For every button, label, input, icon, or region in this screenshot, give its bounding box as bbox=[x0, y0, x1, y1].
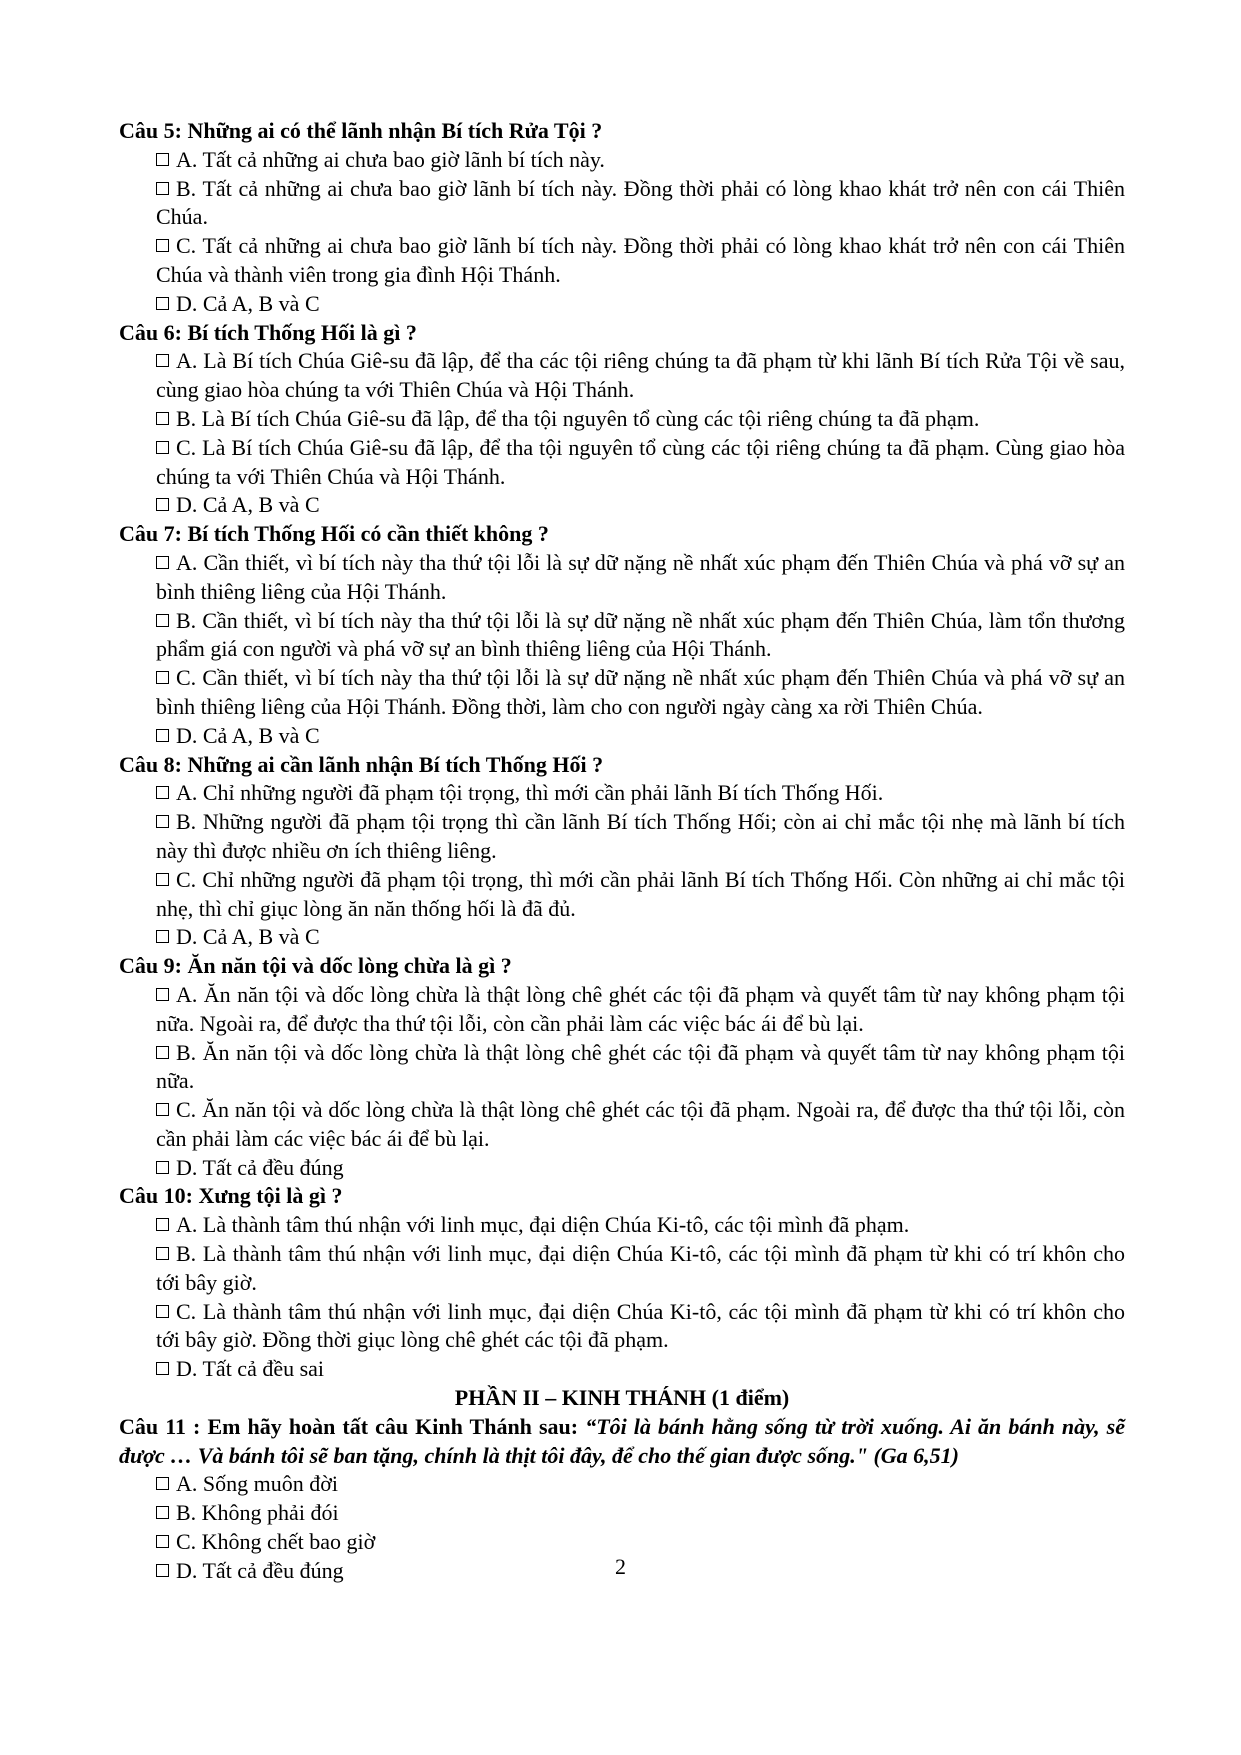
option-b[interactable]: B. Tất cả những ai chưa bao giờ lãnh bí tích này. Đồng thời phải có lòng khao khát trở nên con cái Thiên Chúa. bbox=[156, 175, 1125, 230]
question-9 bbox=[119, 952, 1125, 1182]
option-d[interactable]: D. Tất cả đều đúng bbox=[119, 1557, 1125, 1586]
checkbox-icon[interactable] bbox=[156, 1161, 169, 1174]
checkbox-icon[interactable] bbox=[156, 354, 169, 367]
question-5 bbox=[119, 117, 1125, 319]
checkbox-icon[interactable] bbox=[156, 182, 169, 195]
checkbox-icon[interactable] bbox=[156, 297, 169, 310]
option-a[interactable]: A. Tất cả những ai chưa bao giờ lãnh bí tích này. bbox=[119, 146, 1125, 175]
option-c[interactable]: C. Là thành tâm thú nhận với linh mục, đại diện Chúa Ki-tô, các tội mình đã phạm từ khi có trí khôn cho tới bây giờ. Đồng thời giục lòng chê ghét các tội đã phạm. bbox=[156, 1298, 1125, 1353]
checkbox-icon[interactable] bbox=[156, 412, 169, 425]
question-title: Câu 6: Bí tích Thống Hối là gì ? bbox=[119, 319, 417, 345]
option-b[interactable]: B. Những người đã phạm tội trọng thì cần lãnh Bí tích Thống Hối; còn ai chỉ mắc tội nhẹ mà lãnh bí tích này thì được nhiều ơn ích thiêng liêng. bbox=[156, 809, 1125, 863]
checkbox-icon[interactable] bbox=[156, 1247, 169, 1260]
section-title: PHẦN II – KINH THÁNH (1 điểm) bbox=[454, 1385, 790, 1411]
checkbox-icon[interactable] bbox=[156, 1362, 169, 1375]
checkbox-icon[interactable] bbox=[156, 1506, 169, 1519]
option-b[interactable]: B. Không phải đói bbox=[119, 1499, 1125, 1528]
question-title: Câu 7: Bí tích Thống Hối có cần thiết không ? bbox=[119, 521, 549, 547]
question-10 bbox=[119, 1182, 1125, 1384]
scripture-quote: “Tôi là bánh hằng sống từ trời xuống. Ai ăn bánh này, sẽ được … Và bánh tôi sẽ ban tặng, chính là thịt tôi đây, để cho thế gian được sống." (Ga 6,51) bbox=[119, 1413, 1125, 1468]
checkbox-icon[interactable] bbox=[156, 815, 169, 828]
option-c[interactable]: C. Không chết bao giờ bbox=[119, 1528, 1125, 1557]
checkbox-icon[interactable] bbox=[156, 1103, 169, 1116]
checkbox-icon[interactable] bbox=[156, 1305, 169, 1318]
option-a[interactable]: A. Sống muôn đời bbox=[119, 1470, 1125, 1499]
checkbox-icon[interactable] bbox=[156, 1046, 169, 1059]
option-b[interactable]: B. Ăn năn tội và dốc lòng chừa là thật lòng chê ghét các tội đã phạm và quyết tâm từ nay không phạm tội nữa. bbox=[156, 1039, 1125, 1094]
question-title: Câu 8: Những ai cần lãnh nhận Bí tích Thống Hối ? bbox=[119, 751, 604, 777]
question-title: Câu 5: Những ai có thể lãnh nhận Bí tích Rửa Tội ? bbox=[119, 118, 603, 143]
option-d[interactable]: D. Cả A, B và C bbox=[119, 491, 1125, 520]
question-title: Câu 10: Xưng tội là gì ? bbox=[119, 1183, 343, 1209]
checkbox-icon[interactable] bbox=[156, 239, 169, 252]
question-8 bbox=[119, 751, 1125, 953]
option-b[interactable]: B. Là Bí tích Chúa Giê-su đã lập, để tha tội nguyên tổ cùng các tội riêng chúng ta đã phạm. bbox=[119, 405, 1125, 434]
question-title: Câu 11 : Em hãy hoàn tất câu Kinh Thánh sau: “Tôi là bánh hằng sống từ trời xuống. Ai ăn bánh này, sẽ được … Và bánh tôi sẽ ban tặng, chính là thịt tôi đây, để cho thế gian được sống." (Ga 6,51) bbox=[119, 1413, 1125, 1468]
option-c[interactable]: C. Ăn năn tội và dốc lòng chừa là thật lòng chê ghét các tội đã phạm. Ngoài ra, để được tha thứ tội lỗi, còn cần phải làm các việc bác ái để bù lại. bbox=[156, 1097, 1125, 1151]
option-c[interactable]: C. Chỉ những người đã phạm tội trọng, thì mới cần phải lãnh Bí tích Thống Hối. Còn những ai chỉ mắc tội nhẹ, thì chỉ giục lòng ăn năn thống hối là đã đủ. bbox=[156, 866, 1125, 921]
checkbox-icon[interactable] bbox=[156, 153, 169, 166]
option-d[interactable]: D. Tất cả đều đúng bbox=[119, 1154, 1125, 1183]
option-b[interactable]: B. Là thành tâm thú nhận với linh mục, đại diện Chúa Ki-tô, các tội mình đã phạm từ khi có trí khôn cho tới bây giờ. bbox=[156, 1241, 1125, 1295]
option-c[interactable]: C. Tất cả những ai chưa bao giờ lãnh bí tích này. Đồng thời phải có lòng khao khát trở nên con cái Thiên Chúa và thành viên trong gia đình Hội Thánh. bbox=[156, 233, 1125, 287]
option-a[interactable]: A. Là Bí tích Chúa Giê-su đã lập, để tha các tội riêng chúng ta đã phạm từ khi lãnh Bí tích Rửa Tội về sau, cùng giao hòa chúng ta với Thiên Chúa và Hội Thánh. bbox=[156, 348, 1125, 403]
question-7 bbox=[119, 520, 1125, 750]
checkbox-icon[interactable] bbox=[156, 988, 169, 1001]
question-6 bbox=[119, 319, 1125, 521]
checkbox-icon[interactable] bbox=[156, 1535, 169, 1548]
checkbox-icon[interactable] bbox=[156, 556, 169, 569]
checkbox-icon[interactable] bbox=[156, 441, 169, 454]
checkbox-icon[interactable] bbox=[156, 1477, 169, 1490]
question-title: Câu 9: Ăn năn tội và dốc lòng chừa là gì ? bbox=[119, 953, 512, 979]
page-number: 2 bbox=[615, 1554, 626, 1579]
checkbox-icon[interactable] bbox=[156, 671, 169, 684]
checkbox-icon[interactable] bbox=[156, 1218, 169, 1231]
checkbox-icon[interactable] bbox=[156, 729, 169, 742]
checkbox-icon[interactable] bbox=[156, 873, 169, 886]
checkbox-icon[interactable] bbox=[156, 498, 169, 511]
option-d[interactable]: D. Cả A, B và C bbox=[119, 290, 1125, 319]
option-a[interactable]: A. Ăn năn tội và dốc lòng chừa là thật lòng chê ghét các tội đã phạm và quyết tâm từ nay không phạm tội nữa. Ngoài ra, để được tha thứ tội lỗi, còn cần phải làm các việc bác ái để bù lại. bbox=[156, 981, 1125, 1036]
option-c[interactable]: C. Là Bí tích Chúa Giê-su đã lập, để tha tội nguyên tổ cùng các tội riêng chúng ta đã phạm. Cùng giao hòa chúng ta với Thiên Chúa và Hội Thánh. bbox=[156, 434, 1125, 489]
option-c[interactable]: C. Cần thiết, vì bí tích này tha thứ tội lỗi là sự dữ nặng nề nhất xúc phạm đến Thiên Chúa và phá vỡ sự an bình thiêng liêng của Hội Thánh. Đồng thời, làm cho con người ngày càng xa rời Thiên Chúa. bbox=[156, 665, 1125, 719]
document-page bbox=[119, 117, 1125, 1586]
option-d[interactable]: D. Tất cả đều sai bbox=[119, 1355, 1125, 1384]
option-a[interactable]: A. Chỉ những người đã phạm tội trọng, thì mới cần phải lãnh Bí tích Thống Hối. bbox=[119, 779, 1125, 808]
option-a[interactable]: A. Cần thiết, vì bí tích này tha thứ tội lỗi là sự dữ nặng nề nhất xúc phạm đến Thiên Chúa và phá vỡ sự an bình thiêng liêng của Hội Thánh. bbox=[156, 549, 1125, 604]
checkbox-icon[interactable] bbox=[156, 786, 169, 799]
option-d[interactable]: D. Cả A, B và C bbox=[119, 923, 1125, 952]
option-d[interactable]: D. Cả A, B và C bbox=[119, 722, 1125, 751]
option-a[interactable]: A. Là thành tâm thú nhận với linh mục, đại diện Chúa Ki-tô, các tội mình đã phạm. bbox=[119, 1211, 1125, 1240]
option-b[interactable]: B. Cần thiết, vì bí tích này tha thứ tội lỗi là sự dữ nặng nề nhất xúc phạm đến Thiên Chúa, làm tổn thương phẩm giá con người và phá vỡ sự an bình thiêng liêng của Hội Thánh. bbox=[156, 607, 1125, 662]
checkbox-icon[interactable] bbox=[156, 930, 169, 943]
checkbox-icon[interactable] bbox=[156, 614, 169, 627]
